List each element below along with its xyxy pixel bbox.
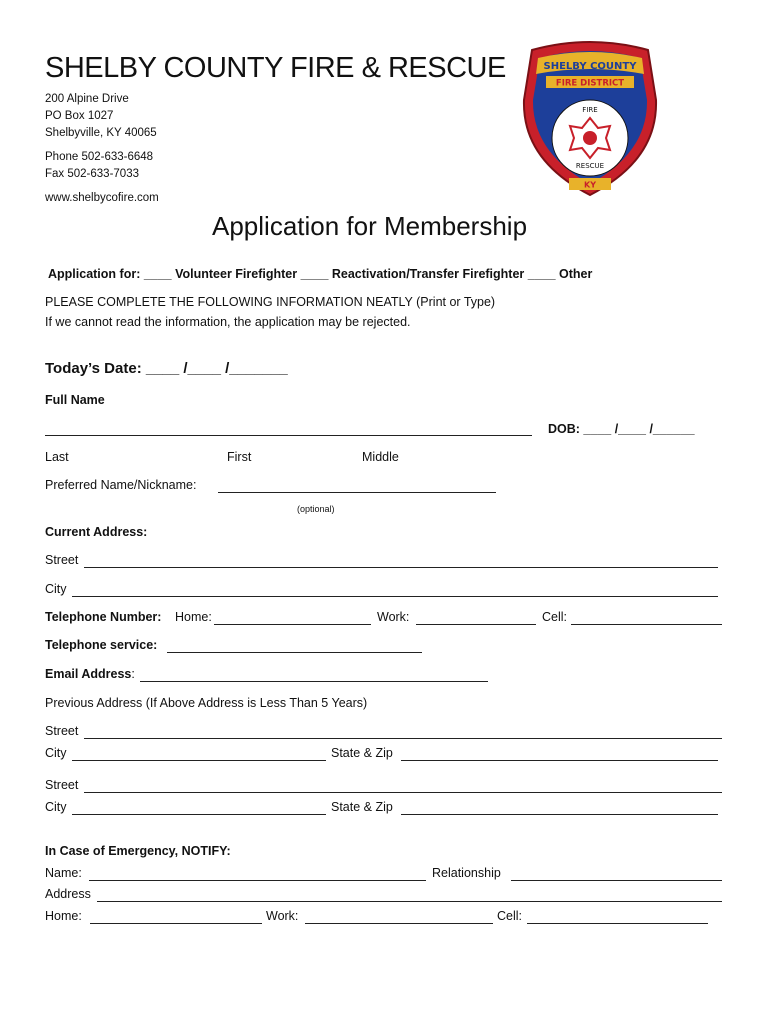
city-label: City — [45, 582, 67, 596]
relationship-label: Relationship — [432, 866, 501, 880]
emergency-home-label: Home: — [45, 909, 82, 923]
email-address-text: Email Address — [45, 667, 132, 681]
home-phone-line[interactable] — [214, 624, 371, 625]
logo-fire-text: FIRE — [582, 106, 598, 114]
prev-city-1-line[interactable] — [72, 760, 326, 761]
preferred-name-label: Preferred Name/Nickname: — [45, 478, 197, 492]
dob-field: DOB: ____ /____ /______ — [548, 422, 695, 436]
work-phone-label: Work: — [377, 610, 410, 624]
application-for-line: Application for: ____ Volunteer Firefighter ____ Reactivation/Transfer Firefighter ____ Other — [48, 267, 593, 281]
relationship-line[interactable] — [511, 880, 722, 881]
emergency-name-label: Name: — [45, 866, 82, 880]
previous-address-label: Previous Address (If Above Address is Less Than 5 Years) — [45, 696, 368, 710]
first-label: First — [227, 450, 252, 464]
middle-label: Middle — [362, 450, 399, 464]
prev-street-2-label: Street — [45, 778, 79, 792]
full-name-line[interactable] — [45, 435, 532, 436]
instructions-1: PLEASE COMPLETE THE FOLLOWING INFORMATION NEATLY (Print or Type) — [45, 295, 496, 309]
cell-phone-label: Cell: — [542, 610, 568, 624]
fax-text: Fax 502-633-7033 — [45, 168, 139, 180]
emergency-address-line[interactable] — [97, 901, 722, 902]
emergency-cell-line[interactable] — [527, 923, 708, 924]
logo-ribbon-text: FIRE DISTRICT — [555, 78, 625, 89]
emergency-cell-label: Cell: — [497, 909, 523, 923]
telephone-service-line[interactable] — [167, 652, 422, 653]
emergency-address-label: Address — [45, 887, 91, 901]
email-line[interactable] — [140, 681, 488, 682]
home-phone-label: Home: — [175, 610, 212, 624]
current-address-label: Current Address: — [45, 525, 148, 539]
prev-city-2-label: City — [45, 800, 67, 814]
prev-street-1-line[interactable] — [84, 738, 722, 739]
logo-rescue-text: RESCUE — [575, 162, 605, 170]
full-name-label: Full Name — [45, 393, 105, 407]
website-text: www.shelbycofire.com — [45, 192, 159, 204]
city-line[interactable] — [72, 596, 718, 597]
work-phone-line[interactable] — [416, 624, 536, 625]
emergency-home-line[interactable] — [90, 923, 262, 924]
cell-phone-line[interactable] — [571, 624, 722, 625]
last-label: Last — [45, 450, 69, 464]
telephone-service-label: Telephone service: — [45, 638, 158, 652]
org-title: SHELBY COUNTY FIRE & RESCUE — [45, 52, 506, 84]
logo-top-text: SHELBY COUNTY — [543, 61, 637, 72]
optional-note: (optional) — [297, 504, 335, 514]
street-label: Street — [45, 553, 79, 567]
instructions-2: If we cannot read the information, the application may be rejected. — [45, 315, 411, 329]
address-line-1: 200 Alpine Drive — [45, 93, 129, 105]
street-line[interactable] — [84, 567, 718, 568]
preferred-name-line[interactable] — [218, 492, 496, 493]
prev-street-2-line[interactable] — [84, 792, 722, 793]
fire-district-logo — [520, 40, 660, 198]
email-colon: : — [131, 667, 135, 681]
emergency-work-label: Work: — [266, 909, 299, 923]
prev-state-zip-2-line[interactable] — [401, 814, 718, 815]
emergency-work-line[interactable] — [305, 923, 493, 924]
prev-state-zip-2-label: State & Zip — [331, 800, 393, 814]
prev-state-zip-1-label: State & Zip — [331, 746, 393, 760]
emergency-name-line[interactable] — [89, 880, 426, 881]
prev-city-2-line[interactable] — [72, 814, 326, 815]
telephone-number-label: Telephone Number: — [45, 610, 162, 624]
phone-text: Phone 502-633-6648 — [45, 151, 154, 163]
address-line-3: Shelbyville, KY 40065 — [45, 127, 157, 139]
document-title: Application for Membership — [212, 211, 528, 241]
todays-date-field: Today’s Date: ____ /____ /_______ — [45, 360, 288, 377]
prev-state-zip-1-line[interactable] — [401, 760, 718, 761]
emergency-label: In Case of Emergency, NOTIFY: — [45, 844, 231, 858]
prev-street-1-label: Street — [45, 724, 79, 738]
prev-city-1-label: City — [45, 746, 67, 760]
email-address-label — [45, 667, 135, 681]
logo-state-text: KY — [584, 180, 596, 190]
address-line-2: PO Box 1027 — [45, 110, 114, 122]
